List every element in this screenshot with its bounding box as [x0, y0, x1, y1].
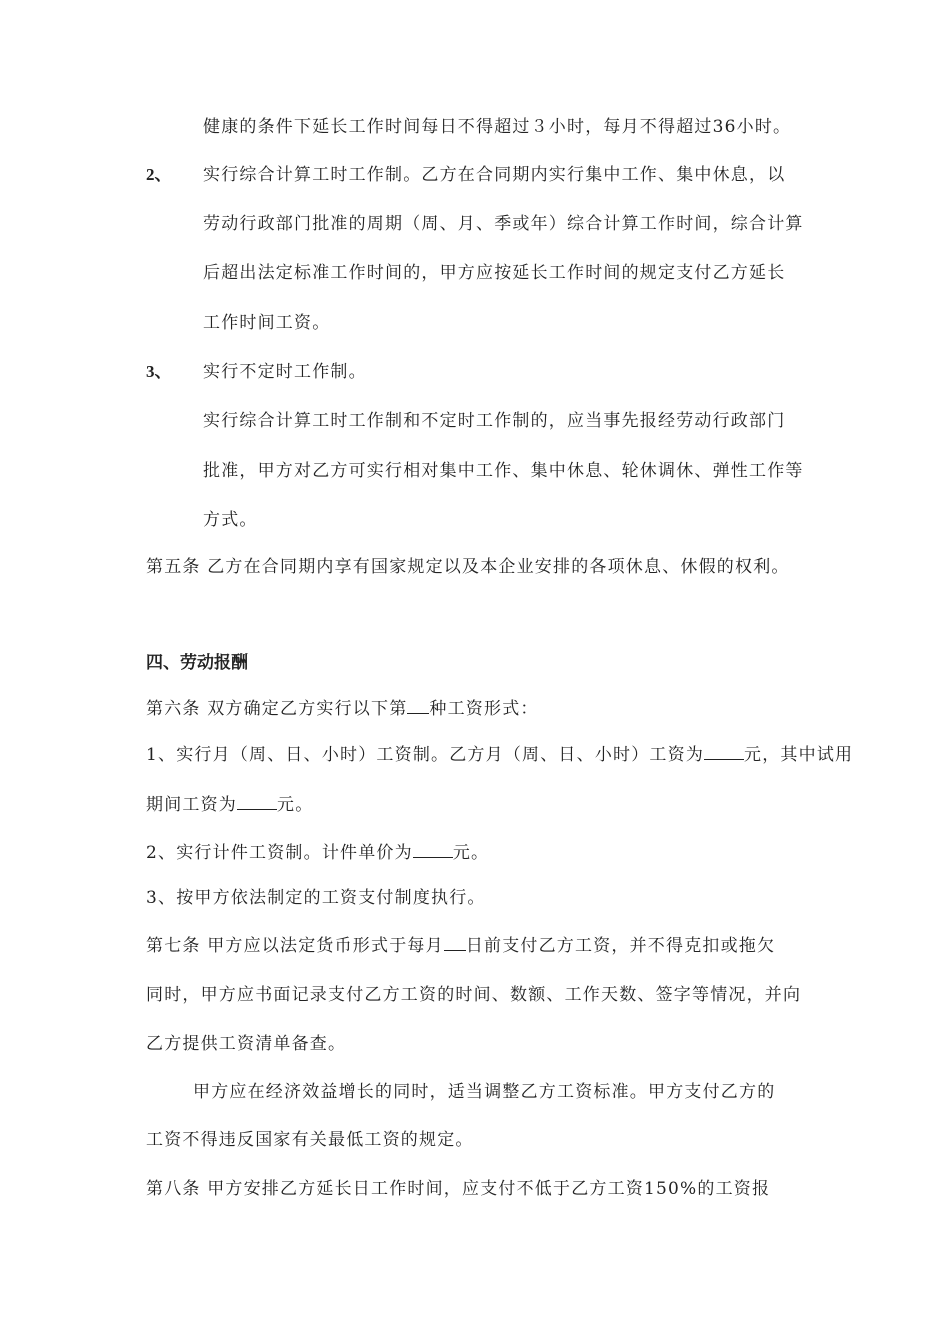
article-7-line2: 同时，甲方应书面记录支付乙方工资的时间、数额、工作天数、签字等情况，并向 [146, 985, 802, 1005]
wage-option-1 [146, 743, 853, 767]
article-6 [146, 697, 539, 721]
option-2-prefix: 2、实行计件工资制。计件单价为 [146, 843, 413, 863]
option-1-line2-prefix: 期间工资为 [146, 795, 237, 815]
list-number: 2、 [146, 165, 172, 184]
article-5: 第五条 乙方在合同期内享有国家规定以及本企业安排的各项休息、休假的权利。 [146, 557, 790, 577]
paragraph-line: 健康的条件下延长工作时间每日不得超过３小时，每月不得超过36小时。 [203, 117, 792, 137]
article-8: 第八条 甲方安排乙方延长日工作时间，应支付不低于乙方工资150%的工资报 [146, 1179, 771, 1199]
wage-option-3: 3、按甲方依法制定的工资支付制度执行。 [146, 888, 486, 908]
blank-field[interactable] [444, 934, 466, 951]
article-7-prefix: 第七条 甲方应以法定货币形式于每月 [146, 936, 444, 956]
article-6-suffix: 种工资形式： [429, 699, 539, 719]
article-7-line3: 乙方提供工资清单备查。 [146, 1034, 347, 1054]
paragraph-line: 工作时间工资。 [203, 313, 331, 333]
option-1-suffix: 元，其中试用 [744, 745, 854, 765]
wage-option-1-cont [146, 793, 313, 817]
paragraph-line: 实行综合计算工时工作制和不定时工作制的，应当事先报经劳动行政部门 [203, 411, 786, 431]
paragraph-line: 实行综合计算工时工作制。乙方在合同期内实行集中工作、集中休息，以 [203, 165, 786, 185]
article-7 [146, 934, 775, 958]
paragraph-line: 实行不定时工作制。 [203, 362, 367, 382]
section-heading: 四、劳动报酬 [146, 653, 248, 673]
option-1-line2-suffix: 元。 [277, 795, 314, 815]
paragraph-line: 批准，甲方对乙方可实行相对集中工作、集中休息、轮休调休、弹性工作等 [203, 461, 804, 481]
paragraph-line: 后超出法定标准工作时间的，甲方应按延长工作时间的规定支付乙方延长 [203, 263, 786, 283]
paragraph-line: 劳动行政部门批准的周期（周、月、季或年）综合计算工作时间，综合计算 [203, 214, 804, 234]
list-number: 3、 [146, 362, 172, 381]
blank-field[interactable] [407, 697, 429, 714]
wage-option-2 [146, 841, 489, 865]
blank-field[interactable] [413, 841, 453, 858]
wage-adjust-line1: 甲方应在经济效益增长的同时，适当调整乙方工资标准。甲方支付乙方的 [193, 1082, 776, 1102]
option-1-prefix: 1、实行月（周、日、小时）工资制。乙方月（周、日、小时）工资为 [146, 745, 705, 765]
blank-field[interactable] [704, 743, 744, 760]
option-2-suffix: 元。 [452, 843, 490, 863]
article-6-prefix: 第六条 双方确定乙方实行以下第 [146, 699, 408, 719]
blank-field[interactable] [237, 793, 277, 810]
paragraph-line: 方式。 [203, 510, 258, 530]
wage-adjust-line2: 工资不得违反国家有关最低工资的规定。 [146, 1130, 474, 1150]
article-7-suffix: 日前支付乙方工资，并不得克扣或拖欠 [465, 936, 776, 956]
